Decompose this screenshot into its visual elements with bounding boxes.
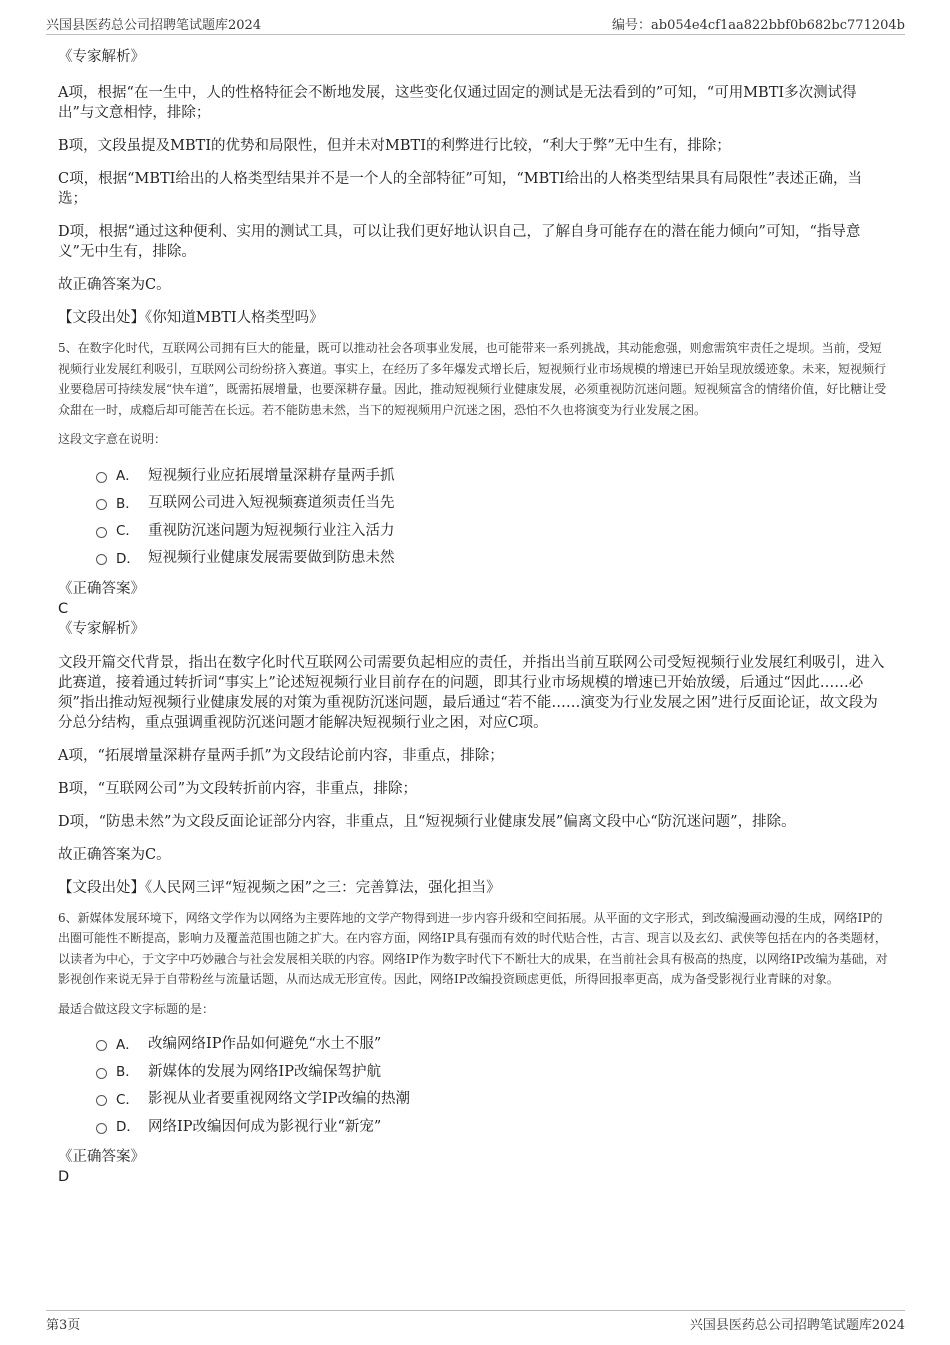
- option-text: 新媒体的发展为网络IP改编保驾护航: [148, 1063, 381, 1080]
- option-letter: B．: [116, 1064, 139, 1081]
- analysis-conclusion: 故正确答案为C。: [58, 846, 171, 863]
- option-b[interactable]: [58, 1057, 890, 1085]
- question-5-passage: 5、在数字化时代，互联网公司拥有巨大的能量，既可以推动社会各项事业发展，也可能带来一系列挑战，其动能愈强，则愈需筑牢责任之堤坝。当前，受短视频行业发展红利吸引，互联网公司纷纷挤入赛道。事实上，在经历了多年爆发式增长后，短视频行业市场规模的增速已开始呈现放缓迹象。未来，短视频行业要稳居可持续发展“快车道”，既需拓展增量，也要深耕存量。因此，推动短视频行业健康发展，必须重视防沉迷问题。短视频富含的情绪价值，好比糖让受众甜在一时，成瘾后却可能苦在长远。若不能防患未然，当下的短视频用户沉迷之困，恐怕不久也将演变为行业发展之困。: [58, 341, 887, 417]
- question-5-options: [58, 461, 890, 571]
- option-text: 互联网公司进入短视频赛道须责任当先: [148, 495, 395, 512]
- analysis-conclusion: 故正确答案为C。: [58, 277, 171, 293]
- question-6-prompt: 最适合做这段文字标题的是：: [58, 1001, 215, 1016]
- option-text: 短视频行业应拓展增量深耕存量两手抓: [148, 467, 395, 484]
- analysis-option-a: A项，根据“在一生中，人的性格特征会不断地发展，这些变化仅通过固定的测试是无法看到的”可知，“可用MBTI多次测试得出”与文意相悖，排除；: [58, 85, 857, 121]
- option-letter: A．: [116, 468, 139, 485]
- correct-answer: C: [58, 600, 69, 617]
- option-letter: C．: [116, 1091, 139, 1108]
- correct-answer: D: [58, 1169, 70, 1185]
- passage-source: 【文段出处】《你知道MBTI人格类型吗》: [58, 310, 324, 326]
- option-text: 短视频行业健康发展需要做到防患未然: [148, 550, 395, 567]
- page-content: [58, 44, 890, 1187]
- radio-icon[interactable]: [96, 527, 107, 538]
- question-6-passage: 6、新媒体发展环境下，网络文学作为以网络为主要阵地的文学产物得到进一步内容升级和空间拓展。从平面的文字形式，到改编漫画动漫的生成，网络IP的出圈可能性不断提高，影响力及覆盖范围也随之扩大。在内容方面，网络IP具有强而有效的时代贴合性，古言、现言以及玄幻、武侠等包括在内的各类题材，以读者为中心，于文字中巧妙融合与社会发展相关联的内容。网络IP作为数字时代下不断壮大的成果，在当前社会具有极高的热度，以网络IP改编为基础，对影视创作来说无异于自带粉丝与流量话题，从而达成无形宣传。因此，网络IP改编投资顾虑更低，所得回报率更高，成为备受影视行业青睐的对象。: [58, 910, 888, 986]
- option-d[interactable]: [58, 1112, 890, 1140]
- radio-icon[interactable]: [96, 1123, 107, 1134]
- option-text: 重视防沉迷问题为短视频行业注入活力: [148, 522, 395, 539]
- option-text: 影视从业者要重视网络文学IP改编的热潮: [148, 1091, 410, 1108]
- passage-source: 【文段出处】《人民网三评“短视频之困”之三：完善算法，强化担当》: [58, 879, 501, 896]
- analysis-option-b: B项，“互联网公司”为文段转折前内容，非重点，排除；: [58, 780, 417, 797]
- radio-icon[interactable]: [96, 554, 107, 565]
- footer-title: 兴国县医药总公司招聘笔试题库2024: [689, 1318, 905, 1333]
- option-b[interactable]: [58, 488, 890, 516]
- radio-icon[interactable]: [96, 472, 107, 483]
- document-id: 编号：ab054e4cf1aa822bbf0b682bc771204b: [612, 18, 905, 33]
- analysis-option-c: C项，根据“MBTI给出的人格类型结果并不是一个人的全部特征”可知，“MBTI给出的人格类型结果具有局限性”表述正确，当选；: [58, 171, 863, 207]
- analysis-option-d: D项，根据“通过这种便利、实用的测试工具，可以让我们更好地认识自己，了解自身可能存在的潜在能力倾向”可知，“指导意义”无中生有，排除。: [58, 224, 861, 260]
- option-text: 网络IP改编因何成为影视行业“新宠”: [148, 1118, 382, 1135]
- option-text: 改编网络IP作品如何避免“水土不服”: [148, 1036, 382, 1053]
- correct-answer-label: 《正确答案》: [58, 1149, 145, 1165]
- expert-analysis-label: 《专家解析》: [58, 620, 145, 637]
- question-6-options: [58, 1029, 890, 1139]
- option-a[interactable]: [58, 1029, 890, 1057]
- page-header: [46, 14, 905, 35]
- radio-icon[interactable]: [96, 1068, 107, 1079]
- option-d[interactable]: [58, 543, 890, 571]
- analysis-option-d: D项，“防患未然”为文段反面论证部分内容，非重点，且“短视频行业健康发展”偏离文段中心“防沉迷问题”，排除。: [58, 813, 796, 830]
- option-letter: D．: [116, 550, 140, 567]
- analysis-option-b: B项，文段虽提及MBTI的优势和局限性，但并未对MBTI的利弊进行比较，“利大于弊”无中生有，排除；: [58, 138, 731, 154]
- page-number: 第3页: [46, 1318, 81, 1333]
- option-letter: B．: [116, 495, 139, 512]
- analysis-main: 文段开篇交代背景，指出在数字化时代互联网公司需要负起相应的责任，并指出当前互联网公司受短视频行业发展红利吸引，进入此赛道，接着通过转折词“事实上”论述短视频行业目前存在的问题，即其行业市场规模的增速已开始放缓，后通过“因此……必须”指出推动短视频行业健康发展的对策为重视防沉迷问题，最后通过“若不能……演变为行业发展之困”进行反面论证，故文段为分总分结构，重点强调重视防沉迷问题才能解决短视频行业之困，对应C项。: [58, 654, 885, 731]
- page-footer: [46, 1310, 905, 1333]
- header-title: 兴国县医药总公司招聘笔试题库2024: [46, 18, 262, 33]
- correct-answer-label: 《正确答案》: [58, 580, 145, 597]
- option-a[interactable]: [58, 461, 890, 489]
- radio-icon[interactable]: [96, 1040, 107, 1051]
- question-5-prompt: 这段文字意在说明：: [58, 432, 167, 446]
- option-letter: D．: [116, 1119, 140, 1136]
- radio-icon[interactable]: [96, 499, 107, 510]
- radio-icon[interactable]: [96, 1095, 107, 1106]
- option-letter: A．: [116, 1036, 139, 1053]
- analysis-option-a: A项，“拓展增量深耕存量两手抓”为文段结论前内容，非重点，排除；: [58, 747, 504, 764]
- expert-analysis-label: 《专家解析》: [58, 49, 145, 65]
- option-c[interactable]: [58, 516, 890, 544]
- option-c[interactable]: [58, 1084, 890, 1112]
- option-letter: C．: [116, 523, 139, 540]
